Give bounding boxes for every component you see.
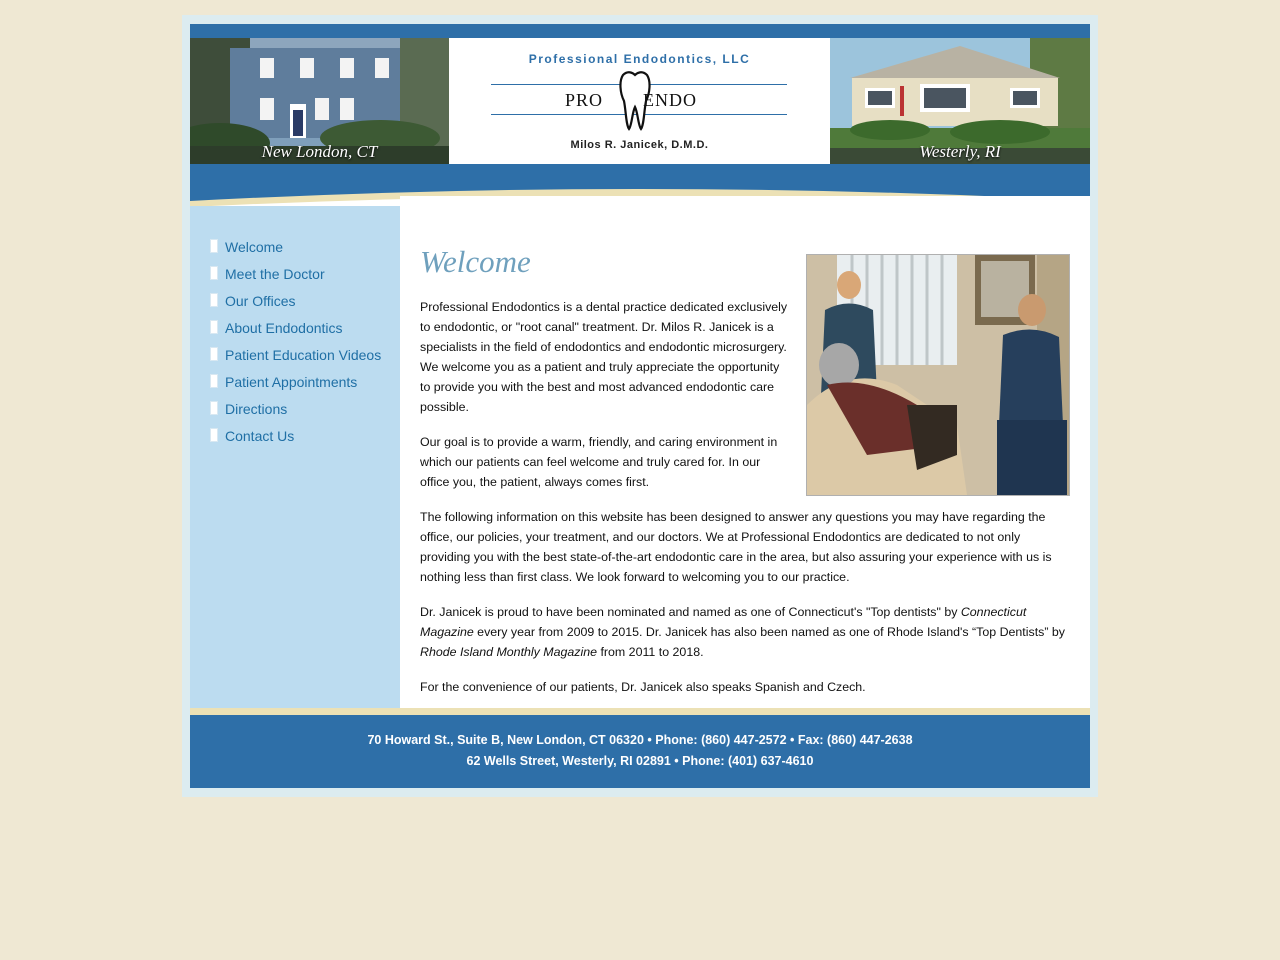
page-frame xyxy=(182,15,1098,797)
nav-bullet-icon xyxy=(210,266,218,280)
logo[interactable] xyxy=(449,38,830,164)
logo-endo-text: ENDO xyxy=(643,90,697,110)
new-london-office-photo xyxy=(190,38,449,164)
nav-bullet-icon xyxy=(210,320,218,334)
nav-item-our-offices[interactable] xyxy=(210,292,390,311)
page-title: Welcome xyxy=(420,244,531,279)
nav-bullet-icon xyxy=(210,374,218,388)
nav-bullet-icon xyxy=(210,239,218,253)
nav-item-patient-appointments[interactable] xyxy=(210,373,390,392)
awards-text-b: every year from 2009 to 2015. Dr. Janicek has also been named as one of Rhode Island's “Top Dentists” by xyxy=(473,625,1065,639)
footer-address-westerly: 62 Wells Street, Westerly, RI 02891 • Phone: (401) 637-4610 xyxy=(466,754,814,768)
nav-item-welcome[interactable] xyxy=(210,238,390,257)
goal-paragraph: Our goal is to provide a warm, friendly, and caring environment in which our patients can feel welcome and truly cared for. In our office you, the patient, always comes first. xyxy=(420,435,778,489)
nav-item-label: Contact Us xyxy=(225,428,295,444)
nav-item-patient-education-videos[interactable] xyxy=(210,346,390,365)
connecticut-magazine-title: Connecticut Magazine xyxy=(420,605,1027,639)
site-header xyxy=(190,24,1090,206)
westerly-caption: Westerly, RI xyxy=(919,142,1001,161)
nav-bullet-icon xyxy=(210,428,218,442)
westerly-office-photo xyxy=(830,38,1090,164)
nav-item-label: About Endodontics xyxy=(225,320,343,336)
rhode-island-magazine-title: Rhode Island Monthly Magazine xyxy=(420,645,598,659)
page-wrapper xyxy=(190,24,1090,788)
nav-item-label: Meet the Doctor xyxy=(225,266,325,282)
logo-title: Professional Endodontics, LLC xyxy=(528,52,751,66)
nav-item-about-endodontics[interactable] xyxy=(210,319,390,338)
sidebar-nav xyxy=(210,238,390,454)
footer-address-new-london: 70 Howard St., Suite B, New London, CT 06320 • Phone: (860) 447-2572 • Fax: (860) 447-2638 xyxy=(367,733,913,747)
sidebar xyxy=(190,206,400,708)
awards-text-a: Dr. Janicek is proud to have been nominated and named as one of Connecticut's "Top dentists" by xyxy=(420,605,961,619)
info-paragraph: The following information on this website has been designed to answer any questions you may have regarding the office, our policies, your treatment, and our doctors. We at Professional Endodontics are dedicated to not only providing you with the best state-of-the-art endodontic care in the area, but also assuring your experience with us is nothing less than first class. We look forward to welcoming you to our practice. xyxy=(420,510,1052,584)
nav-item-label: Patient Appointments xyxy=(225,374,358,390)
nav-item-contact-us[interactable] xyxy=(210,427,390,446)
main-content xyxy=(400,196,1090,708)
nav-bullet-icon xyxy=(210,293,218,307)
site-footer xyxy=(190,715,1090,788)
awards-text-c: from 2011 to 2018. xyxy=(597,645,704,659)
awards-paragraph xyxy=(420,602,1070,662)
languages-paragraph: For the convenience of our patients, Dr. Janicek also speaks Spanish and Czech. xyxy=(420,680,866,694)
nav-item-label: Our Offices xyxy=(225,293,296,309)
logo-pro-text: PRO xyxy=(565,90,604,110)
footer-stripe xyxy=(190,708,1090,715)
nav-item-label: Patient Education Videos xyxy=(225,347,382,363)
nav-bullet-icon xyxy=(210,347,218,361)
nav-item-directions[interactable] xyxy=(210,400,390,419)
nav-bullet-icon xyxy=(210,401,218,415)
nav-item-meet-the-doctor[interactable] xyxy=(210,265,390,284)
new-london-caption: New London, CT xyxy=(261,142,378,161)
nav-item-label: Directions xyxy=(225,401,288,417)
intro-paragraph: Professional Endodontics is a dental practice dedicated exclusively to endodontic, or "root canal" treatment. Dr. Milos R. Janicek is a specialists in the field of endodontics and endodontic microsurgery. We welcome you as a patient and truly appreciate the opportunity to provide you with the best and most advanced endodontic care possible. xyxy=(420,300,788,414)
nav-item-label: Welcome xyxy=(225,239,284,255)
dental-office-photo xyxy=(806,254,1070,496)
logo-doctor-name: Milos R. Janicek, D.M.D. xyxy=(570,139,709,151)
